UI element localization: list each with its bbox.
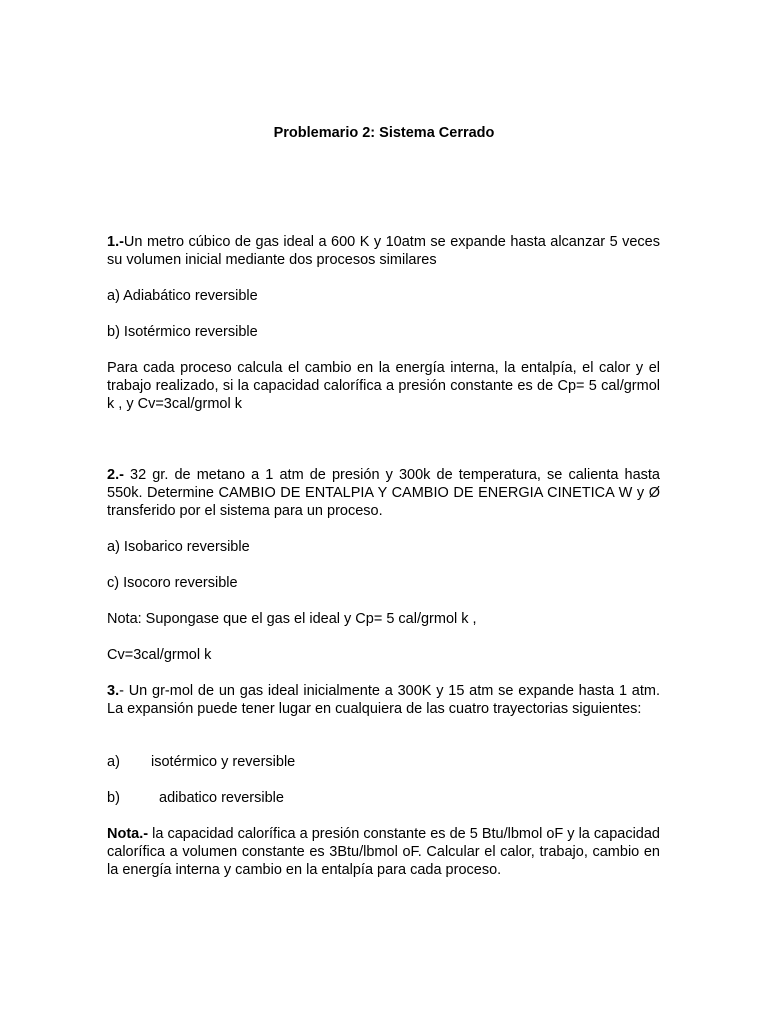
- problem-1-option-a: a) Adiabático reversible: [107, 288, 258, 304]
- problem-2-statement: [107, 466, 660, 520]
- problem-3-option-a: [107, 753, 660, 771]
- problem-3-statement: [107, 682, 660, 718]
- problem-1-statement: [107, 233, 660, 269]
- problem-3-option-a-label: a): [107, 754, 120, 770]
- problem-1-number: 1.-: [107, 234, 124, 250]
- problem-1-body: Para cada proceso calcula el cambio en la energía interna, la entalpía, el calor y el trabajo realizado, si la capacidad calorífica a presión constante es de Cp= 5 cal/grmol k , y Cv=3cal/grmol k: [107, 360, 660, 412]
- problem-3-note-label: Nota.-: [107, 826, 149, 842]
- problem-2-option-a: a) Isobarico reversible: [107, 539, 250, 555]
- problem-2-option-c: c) Isocoro reversible: [107, 575, 238, 591]
- problem-3-note: [107, 825, 660, 879]
- problem-1-option-b: b) Isotérmico reversible: [107, 324, 258, 340]
- problem-2-cv: Cv=3cal/grmol k: [107, 647, 212, 663]
- problem-3-number: 3.: [107, 683, 120, 699]
- problem-3-option-b: [107, 789, 660, 807]
- problem-2-number: 2.-: [107, 467, 124, 483]
- problem-3-option-a-text: isotérmico y reversible: [151, 754, 296, 770]
- page-title: Problemario 2: Sistema Cerrado: [273, 125, 495, 141]
- problem-3-option-b-text: adibatico reversible: [155, 790, 284, 806]
- problem-3-option-b-label: b): [107, 790, 120, 806]
- problem-3-note-text: la capacidad calorífica a presión constante es de 5 Btu/lbmol oF y la capacidad calorífica a volumen constante es 3Btu/lbmol oF. Calcular el calor, trabajo, cambio en la energía interna y cambio en la entalpía para cada proceso.: [107, 826, 660, 878]
- problem-2-text: 32 gr. de metano a 1 atm de presión y 300k de temperatura, se calienta hasta 550k. Determine CAMBIO DE ENTALPIA Y CAMBIO DE ENERGIA CINETICA W y Ø transferido por el sistema para un proceso.: [107, 467, 660, 519]
- problem-1-text: Un metro cúbico de gas ideal a 600 K y 10atm se expande hasta alcanzar 5 veces su volumen inicial mediante dos procesos similares: [107, 234, 660, 268]
- problem-2-note: Nota: Supongase que el gas el ideal y Cp= 5 cal/grmol k ,: [107, 611, 477, 627]
- problem-3-text: - Un gr-mol de un gas ideal inicialmente a 300K y 15 atm se expande hasta 1 atm. La expansión puede tener lugar en cualquiera de las cuatro trayectorias siguientes:: [107, 683, 660, 717]
